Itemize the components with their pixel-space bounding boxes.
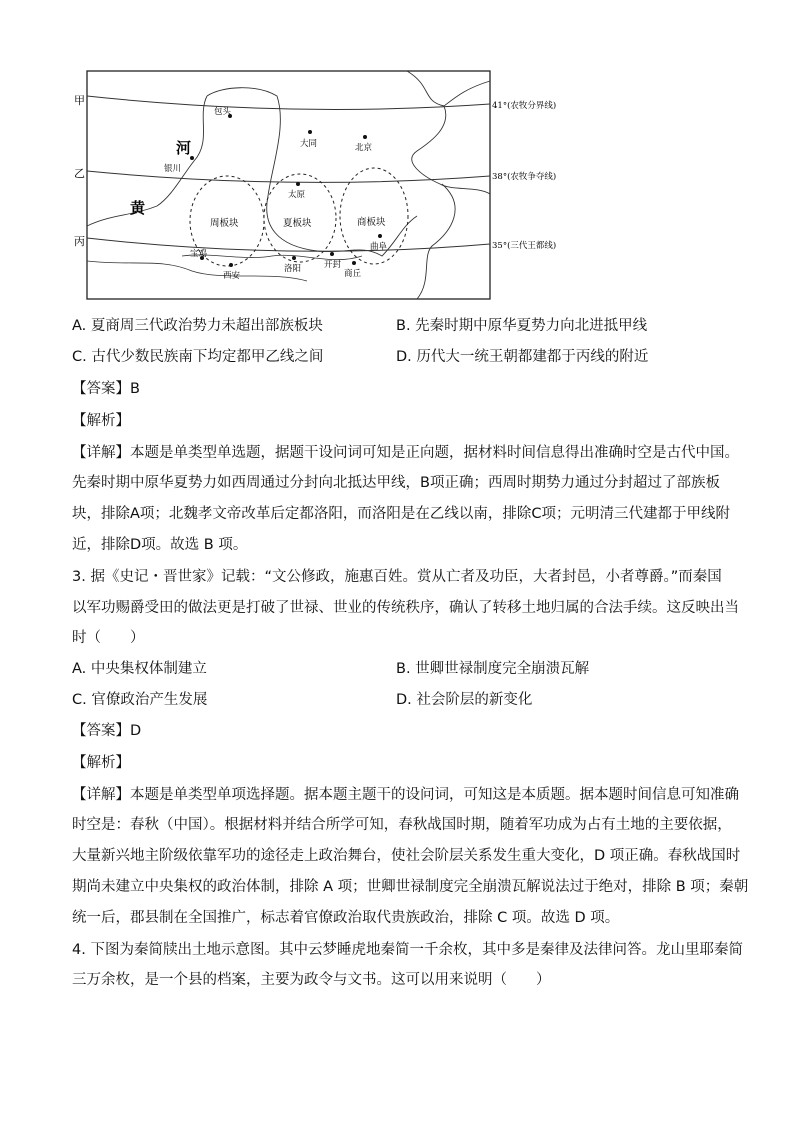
answer-tag: 【答案】 (72, 723, 130, 739)
city-taiyuan: 太原 (288, 190, 306, 200)
label-bing: 丙 (74, 235, 85, 248)
q3-option-a: A. 中央集权体制建立 (72, 661, 207, 677)
q3-detail-line: 大量新兴地主阶级依靠军功的途径走上政治舞台，使社会阶层关系发生重大变化，D 项正确。春秋战国时 (72, 848, 741, 864)
q3-option-c: C. 官僚政治产生发展 (72, 692, 208, 708)
q3-detail-line: 【详解】本题是单类型单项选择题。据本题主题干的设问词，可知这是本质题。据本题时间信息可知准确 (72, 787, 739, 803)
note-yi: 38°(农牧争夺线) (492, 172, 557, 182)
city-xian: 西安 (223, 271, 241, 281)
city-shangqiu: 商丘 (344, 269, 362, 279)
answer-value: B (130, 381, 140, 397)
q3-detail-line: 时空是：春秋（中国）。根据材料并结合所学可知，春秋战国时期，随着军功成为占有土地的主要依据， (72, 817, 732, 833)
city-dot (330, 252, 334, 256)
coastline (407, 71, 490, 106)
coastline (412, 106, 490, 194)
label-jia: 甲 (74, 94, 85, 107)
q4-stem-line: 4. 下图为秦简牍出土地示意图。其中云梦睡虎地秦简一千余枚，其中多是秦律及法律问答。龙山里耶秦简 (72, 942, 743, 958)
block-label-zhou: 周板块 (210, 218, 239, 229)
river-char-huang: 黄 (130, 199, 146, 217)
city-luoyang: 洛阳 (284, 264, 302, 274)
line-jia (87, 96, 490, 109)
q3-analysis-tag: 【解析】 (72, 755, 130, 771)
city-datong: 大同 (300, 139, 318, 149)
city-kaifeng: 开封 (324, 260, 342, 270)
q2-option-c: C. 古代少数民族南下均定都甲乙线之间 (72, 349, 324, 365)
city-beijing: 北京 (355, 143, 373, 153)
answer-tag: 【答案】 (72, 381, 130, 397)
q2-detail-line: 近，排除D项。故选 B 项。 (72, 537, 248, 553)
label-yi: 乙 (74, 167, 85, 180)
city-dot (363, 135, 367, 139)
yellow-river (207, 88, 417, 256)
coastline (417, 184, 455, 299)
city-dot (378, 234, 382, 238)
block-label-xia: 夏板块 (283, 218, 312, 229)
river-char-he: 河 (176, 139, 192, 157)
q2-answer (72, 379, 140, 399)
city-baotou: 包头 (214, 107, 232, 117)
city-dot (292, 256, 296, 260)
q3-option-d: D. 社会阶层的新变化 (396, 692, 533, 708)
q2-detail-line: 【详解】本题是单类型单选题，据题干设问词可知是正向题，据材料时间信息得出准确时空是古代中国。 (72, 445, 739, 461)
q2-analysis-tag: 【解析】 (72, 413, 130, 429)
answer-value: D (130, 723, 142, 739)
q2-option-b: B. 先秦时期中原华夏势力向北进抵甲线 (396, 318, 648, 334)
q3-detail-line: 期尚未建立中央集权的政治体制，排除 A 项；世卿世禄制度完全崩溃瓦解说法过于绝对，排除 B 项；秦朝 (72, 879, 749, 895)
q2-option-a: A. 夏商周三代政治势力未超出部族板块 (72, 318, 323, 334)
q3-detail-line: 统一后，郡县制在全国推广，标志着官僚政治取代贵族政治，排除 C 项。故选 D 项。 (72, 910, 620, 926)
city-dot (308, 130, 312, 134)
q3-answer (72, 721, 141, 741)
river (87, 261, 307, 281)
q3-stem-line: 以军功赐爵受田的做法更是打破了世禄、世业的传统秩序，确认了转移土地归属的合法手续。这反映出当 (72, 600, 739, 616)
city-yinchuan: 银川 (164, 164, 182, 174)
q4-stem-line: 三万余枚，是一个县的档案，主要为政令与文书。这可以用来说明（ ） (72, 972, 551, 988)
river (87, 206, 157, 226)
q2-detail-line: 块，排除A项；北魏孝文帝改革后定都洛阳，而洛阳是在乙线以南，排除C项；元明清三代建都于甲线附 (72, 506, 731, 522)
city-dot (229, 263, 233, 267)
q3-stem-line: 3. 据《史记・晋世家》记载：“文公修政，施惠百姓。赏从亡者及功臣，大者封邑，小者尊爵。”而秦国 (72, 569, 722, 585)
q3-stem-line: 时（ ） (72, 630, 145, 646)
city-baoji: 宝鸡 (190, 249, 208, 259)
city-dot (352, 261, 356, 265)
q2-option-d: D. 历代大一统王朝都建都于丙线的附近 (396, 349, 649, 365)
map-figure (72, 66, 592, 306)
city-qufu: 曲阜 (370, 242, 388, 252)
wei-river (182, 255, 362, 260)
map-svg (72, 66, 592, 306)
note-jia: 41°(农牧分界线) (492, 101, 557, 111)
block-label-shang: 商板块 (357, 217, 386, 228)
q3-option-b: B. 世卿世禄制度完全崩溃瓦解 (396, 661, 590, 677)
note-bing: 35°(三代王都线) (492, 241, 557, 251)
q2-detail-line: 先秦时期中原华夏势力如西周通过分封向北抵达甲线，B项正确；西周时期势力通过分封超过了部族板 (72, 475, 720, 491)
city-dot (296, 182, 300, 186)
